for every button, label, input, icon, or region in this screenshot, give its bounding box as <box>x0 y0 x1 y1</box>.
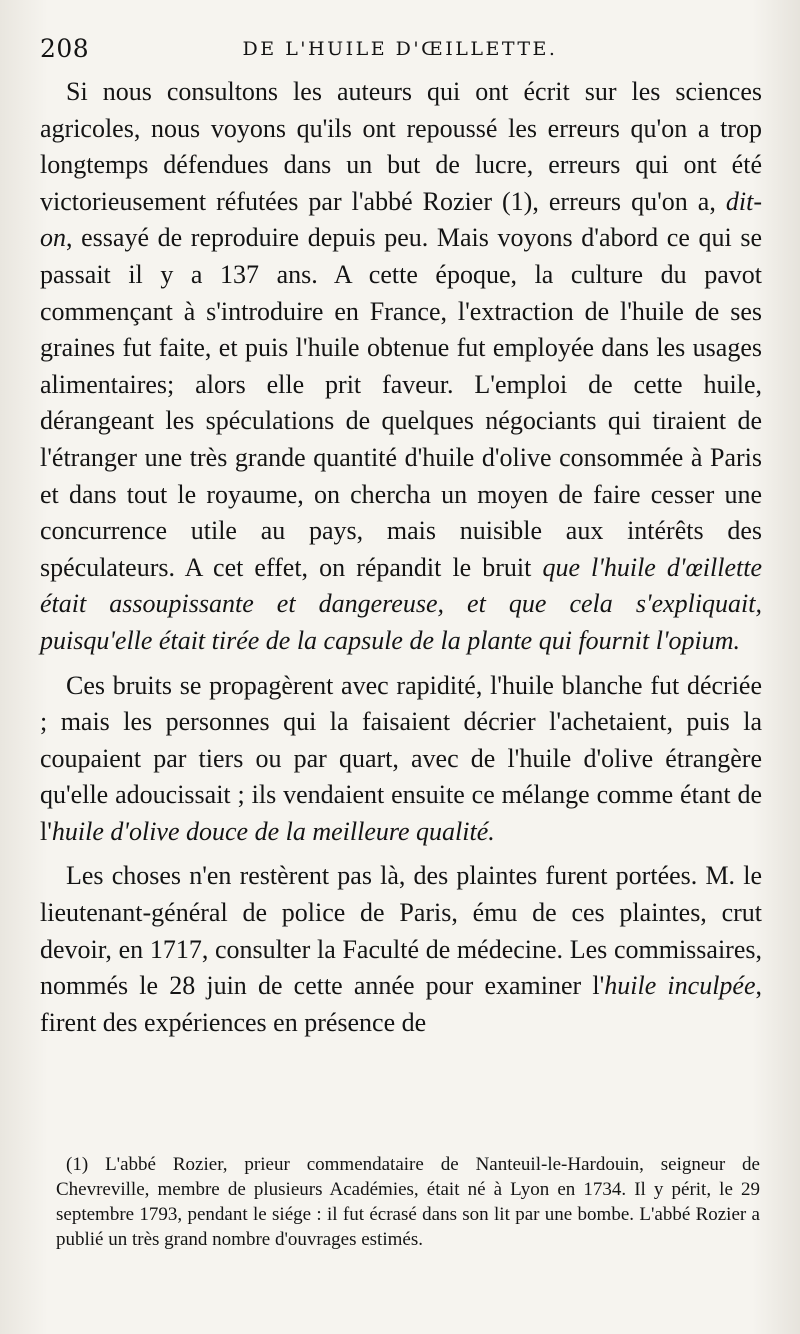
paragraph-1-text-a: Si nous consultons les auteurs qui ont écrit sur les sciences agricoles, nous voyons qu'ils ont repoussé les erreurs qu'on a trop longtemps défendues dans un but de lucre, erreurs qui ont été victorieusement réfutées par l'abbé Rozier (1), erreurs qu'on a, <box>40 77 762 216</box>
paragraph-1 <box>40 74 762 660</box>
paragraph-2-italic-a: huile d'olive douce de la meilleure qualité. <box>51 816 495 846</box>
paragraph-3-italic-a: huile inculpée <box>604 971 756 1001</box>
footnote <box>56 1152 760 1252</box>
body-text <box>40 74 762 1041</box>
paragraph-2-text-a: Ces bruits se propagèrent avec rapidité, l'huile blanche fut décriée ; mais les personnes qui la faisaient décrier l'achetaient, puis la coupaient par tiers ou par quart, avec de l'huile d'olive étrangère qu'elle adoucissait ; ils vendaient ensuite ce mélange comme étant de l' <box>40 670 762 846</box>
paragraph-2 <box>40 668 762 851</box>
page-header <box>40 34 760 64</box>
paragraph-3-text-b: , firent des expériences en présence de <box>40 971 762 1037</box>
running-title: DE L'HUILE D'ŒILLETTE. <box>242 38 558 60</box>
paragraph-1-italic-a: dit-on <box>40 186 762 253</box>
paragraph-3-text-a: Les choses n'en restèrent pas là, des plaintes furent portées. M. le lieutenant-général de police de Paris, ému de ces plaintes, crut devoir, en 1717, consulter la Faculté de médecine. Les commissaires, nommés le 28 juin de cette année pour examiner l' <box>40 861 762 1001</box>
paragraph-3 <box>40 858 762 1041</box>
paragraph-1-italic-b: que l'huile d'œillette était assoupissante et dangereuse, et que cela s'expliquait, puisqu'elle était tirée de la capsule de la plante qui fournit l'opium. <box>40 552 762 655</box>
paragraph-1-text-b: , essayé de reproduire depuis peu. Mais voyons d'abord ce qui se passait il y a 137 ans. A cette époque, la culture du pavot commençant à s'introduire en France, l'extraction de l'huile de ses graines fut faite, et puis l'huile obtenue fut employée dans les usages alimentaires; alors elle prit faveur. L'emploi de cette huile, dérangeant les spéculations de quelques négociants qui tiraient de l'étranger une très grande quantité d'huile d'olive consommée à Paris et dans tout le royaume, on chercha un moyen de faire cesser une concurrence utile au pays, mais nuisible aux intérêts des spéculateurs. A cet effet, on répandit le bruit <box>40 223 762 582</box>
page-number: 208 <box>40 34 90 63</box>
footnote-text: (1) L'abbé Rozier, prieur commendataire de Nanteuil-le-Hardouin, seigneur de Chevreville, membre de plusieurs Académies, était né à Lyon en 1734. Il y périt, le 29 septembre 1793, pendant le siége : il fut écrasé dans son lit par une bombe. L'abbé Rozier a publié un très grand nombre d'ouvrages estimés. <box>56 1154 760 1250</box>
